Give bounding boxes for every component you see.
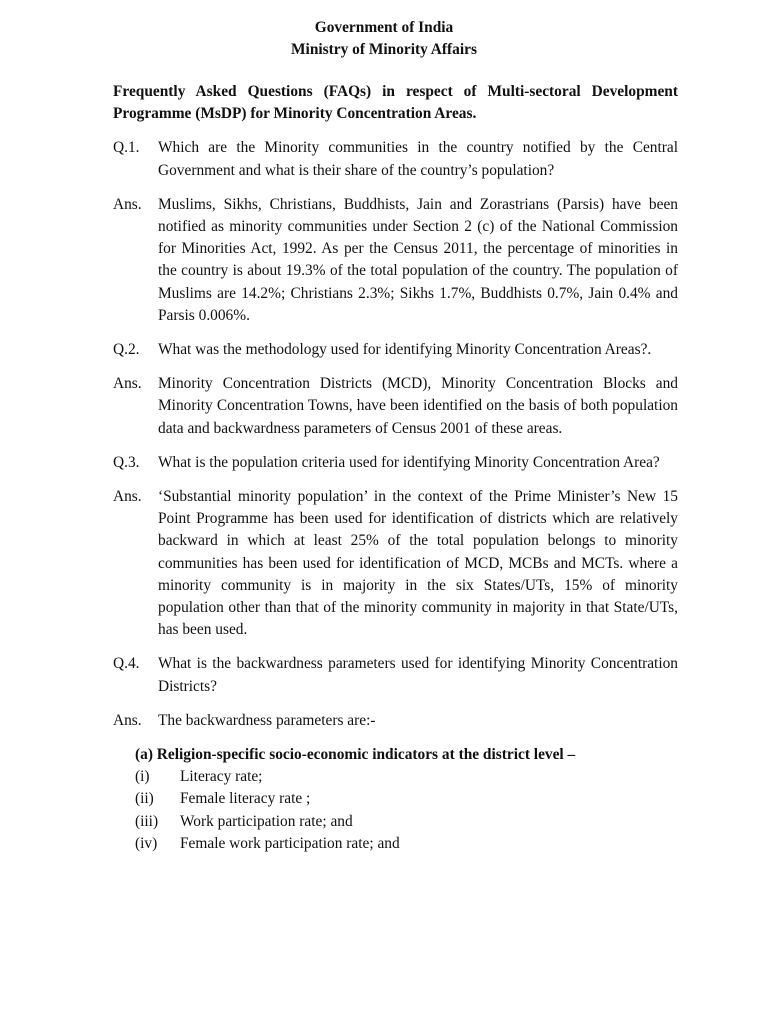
answer-1: [113, 194, 678, 327]
answer-4: [113, 710, 678, 732]
qa-text: ‘Substantial minority population’ in the context of the Prime Minister’s New 15 Point Programme has been used for identification of districts which are relatively backward in which at least 25% of the total population belongs to minority communities has been used for identification of MCD, MCBs and MCTs. where a minority community is in majority in the six States/UTs, 15% of minority population other than that of the minority community in majority in that State/UTs, has been used.: [158, 488, 678, 639]
question-1: [113, 137, 678, 181]
qa-label: Ans.: [113, 195, 142, 213]
question-4: [113, 653, 678, 697]
question-2: [113, 339, 678, 361]
document-title: Frequently Asked Questions (FAQs) in respect of Multi-sectoral Development Programme (MsDP) for Minority Concentration Areas.: [113, 83, 678, 123]
qa-label: Ans.: [113, 488, 142, 506]
item-number: (ii): [135, 790, 154, 808]
header-government: Government of India: [314, 19, 454, 36]
qa-label: Q.4.: [113, 655, 140, 673]
qa-label: Q.3.: [113, 453, 140, 471]
qa-text: What was the methodology used for identifying Minority Concentration Areas?.: [158, 341, 652, 359]
qa-text: What is the population criteria used for identifying Minority Concentration Area?: [158, 453, 660, 471]
qa-text: What is the backwardness parameters used for identifying Minority Concentration Districts?: [158, 655, 678, 695]
header-ministry: Ministry of Minority Affairs: [291, 41, 477, 58]
item-text: Work participation rate; and: [180, 812, 353, 830]
item-text: Female literacy rate ;: [180, 790, 311, 808]
qa-text: The backwardness parameters are:-: [158, 711, 376, 729]
qa-text: Which are the Minority communities in the country notified by the Central Government and what is their share of the country’s population?: [158, 139, 678, 179]
document-body: [113, 81, 678, 855]
list-item: [135, 833, 678, 855]
qa-label: Ans.: [113, 375, 142, 393]
qa-label: Ans.: [113, 711, 142, 729]
qa-text: Minority Concentration Districts (MCD), Minority Concentration Blocks and Minority Concentration Towns, have been identified on the basis of both population data and backwardness parameters of Census 2001 of these areas.: [158, 375, 678, 437]
document-header: [0, 17, 768, 61]
list-item: [135, 811, 678, 833]
answer-2: [113, 373, 678, 440]
qa-label: Q.1.: [113, 139, 140, 157]
item-number: (i): [135, 768, 150, 786]
list-item: [135, 788, 678, 810]
answer-3: [113, 486, 678, 641]
question-3: [113, 452, 678, 474]
list-item: [135, 766, 678, 788]
section-a-heading: (a) Religion-specific socio-economic indicators at the district level –: [135, 746, 576, 764]
item-number: (iii): [135, 812, 159, 830]
item-text: Female work participation rate; and: [180, 834, 400, 852]
item-number: (iv): [135, 834, 158, 852]
item-text: Literacy rate;: [180, 768, 263, 786]
qa-label: Q.2.: [113, 341, 140, 359]
qa-text: Muslims, Sikhs, Christians, Buddhists, Jain and Zorastrians (Parsis) have been notified as minority communities under Section 2 (c) of the National Commission for Minorities Act, 1992. As per the Census 2011, the percentage of minorities in the country is about 19.3% of the total population of the country. The population of Muslims are 14.2%; Christians 2.3%; Sikhs 1.7%, Buddhists 0.7%, Jain 0.4% and Parsis 0.006%.: [158, 195, 678, 324]
